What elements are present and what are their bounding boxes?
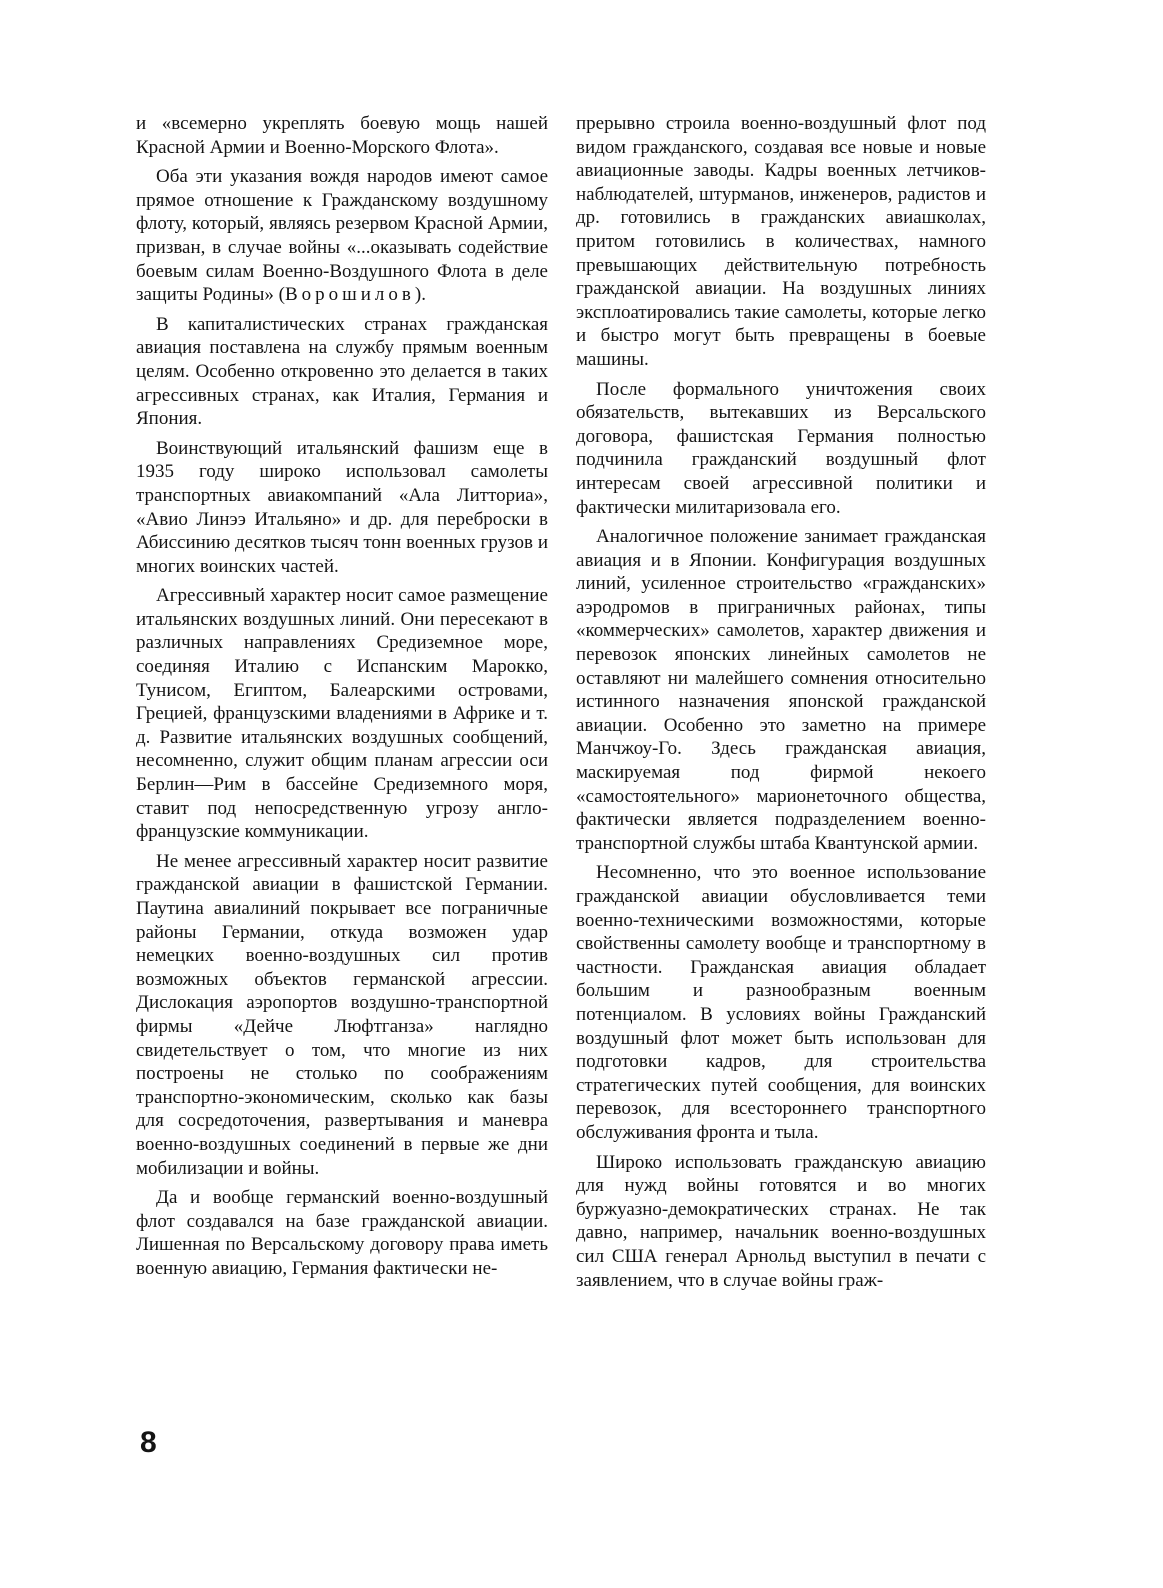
paragraph: Несомненно, что это военное использование гражданской авиации обусловливается теми военно-техническими возможностями, которые свойственны самолету вообще и транспортному в частности. Гражданская авиация обладает большим и разнообразным военным потенциалом. В условиях войны Гражданский воздушный флот может быть использован для подготовки кадров, для строительства стратегических путей сообщения, для воинских перевозок, для всестороннего транспортного обслуживания фронта и тыла.	[576, 862, 986, 1143]
paragraph	[136, 165, 548, 307]
author-name: Ворошилов	[284, 284, 415, 306]
paragraph-text-end: ).	[414, 284, 426, 306]
paragraph-text: Оба эти указания вождя народов имеют самое прямое отношение к Гражданскому воздушному флоту, который, являясь резервом Красной Армии, призван, в случае войны «...оказывать содействие боевым силам Военно-Воздушного Флота в деле защиты Родины» (	[136, 166, 548, 306]
paragraph: и «всемерно укреплять боевую мощь нашей Красной Армии и Военно-Морского Флота».	[136, 113, 548, 158]
paragraph: Аналогичное положение занимает гражданская авиация и в Японии. Конфигурация воздушных линий, усиленное строительство «гражданских» аэродромов в приграничных районах, типы «коммерческих» самолетов, характер движения и перевозок японских линейных самолетов не оставляют ни малейшего сомнения относительно истинного назначения японской гражданской авиации. Особенно это заметно на примере Манчжоу-Го. Здесь гражданская авиация, маскируемая под фирмой некоего «самостоятельного» марионеточного общества, фактически является подразделением военно-транспортной службы штаба Квантунской армии.	[576, 526, 986, 854]
paragraph: Да и вообще германский военно-воздушный флот создавался на базе гражданской авиации. Лишенная по Версальскому договору права иметь военную авиацию, Германия фактически не-	[136, 1187, 548, 1279]
paragraph: Воинствующий итальянский фашизм еще в 1935 году широко использовал самолеты транспортных авиакомпаний «Ала Литториа», «Авио Линээ Итальяно» и др. для переброски в Абиссинию десятков тысяч тонн военных грузов и многих воинских частей.	[136, 437, 548, 577]
paragraph: После формального уничтожения своих обязательств, вытекавших из Версальского договора, фашистская Германия полностью подчинила гражданский воздушный флот интересам своей агрессивной политики и фактически милитаризовала его.	[576, 378, 986, 518]
paragraph: Не менее агрессивный характер носит развитие гражданской авиации в фашистской Германии. Паутина авиалиний покрывает все пограничные районы Германии, откуда возможен удар немецких военно-воздушных сил против возможных объектов германской агрессии. Дислокация аэропортов воздушно-транспортной фирмы «Дейче Люфтганза» наглядно свидетельствует о том, что многие из них построены не столько по соображениям транспортно-экономическим, сколько как базы для сосредоточения, развертывания и маневра военно-воздушных соединений в первые же дни мобилизации и войны.	[136, 850, 548, 1179]
left-column	[136, 112, 548, 1287]
paragraph: Широко использовать гражданскую авиацию для нужд войны готовятся и во многих буржуазно-демократических странах. Не так давно, например, начальник военно-воздушных сил США генерал Арнольд выступил в печати с заявлением, что в случае войны граж-	[576, 1151, 986, 1291]
paragraph: В капиталистических странах гражданская авиация поставлена на службу прямым военным целям. Особенно откровенно это делается в таких агрессивных странах, как Италия, Германия и Япония.	[136, 313, 548, 430]
paragraph: прерывно строила военно-воздушный флот под видом гражданского, создавая все новые и новые авиационные заводы. Кадры военных летчиков-наблюдателей, штурманов, инженеров, радистов и др. готовились в гражданских авиашколах, притом готовились в количествах, намного превышающих действительную потребность гражданской авиации. На воздушных линиях эксплоатировались такие самолеты, которые легко и быстро могут быть превращены в боевые машины.	[576, 113, 986, 370]
page-number: 8	[140, 1426, 157, 1459]
paragraph: Агрессивный характер носит самое размещение итальянских воздушных линий. Они пересекают в различных направлениях Средиземное море, соединяя Италию с Испанским Марокко, Тунисом, Египтом, Балеарскими островами, Грецией, французскими владениями в Африке и т. д. Развитие итальянских воздушных сообщений, несомненно, служит общим планам агрессии оси Берлин—Рим в бассейне Средиземного моря, ставит под непосредственную угрозу англо-французские коммуникации.	[136, 585, 548, 843]
right-column	[576, 112, 986, 1298]
